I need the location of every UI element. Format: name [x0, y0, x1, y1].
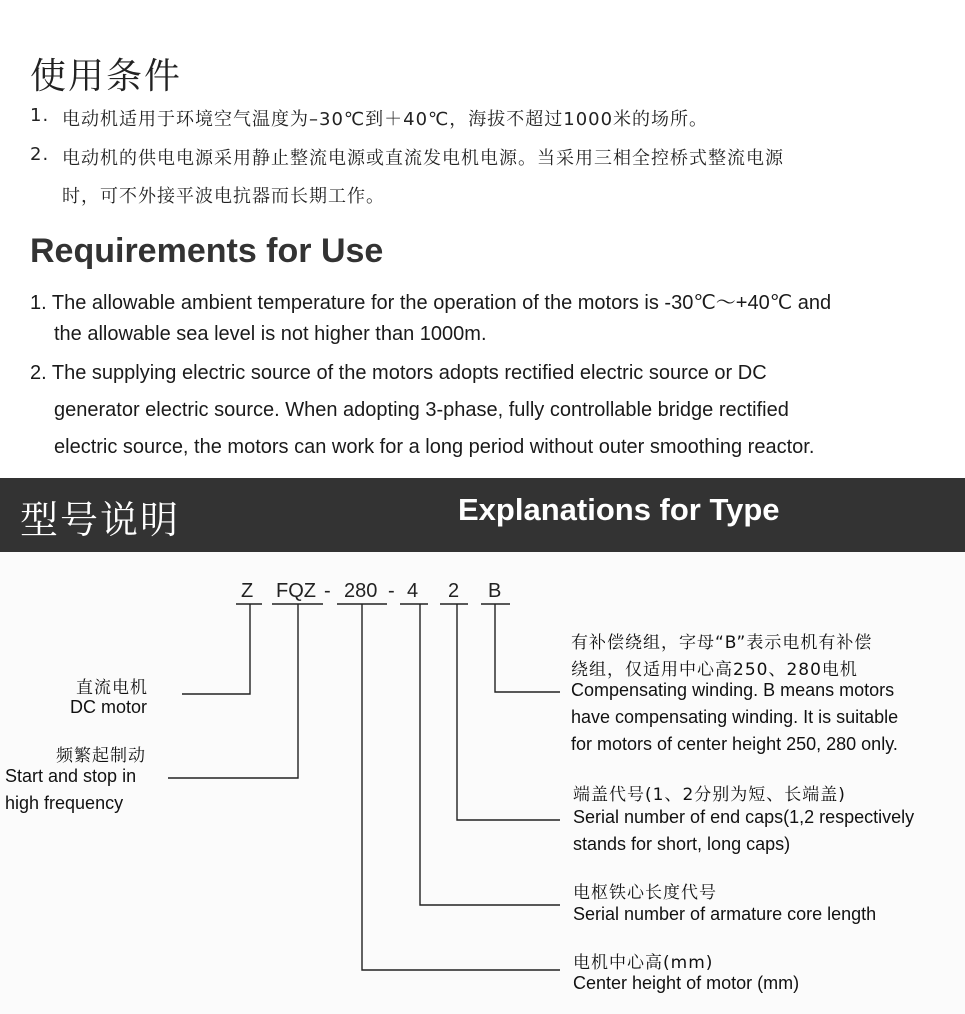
cn-item-2-number: 2. [30, 144, 50, 165]
code-z: Z [241, 580, 254, 602]
en-item-1-line-2: the allowable sea level is not higher than 1000m. [54, 323, 487, 345]
caps-label-en-2: stands for short, long caps) [573, 834, 791, 854]
dc-motor-label-en: DC motor [70, 697, 148, 717]
comp-label-en-1: Compensating winding. B means motors [571, 680, 895, 700]
freq-label-en-1: Start and stop in [5, 766, 137, 786]
banner-title-cn: 型号说明 [20, 498, 181, 542]
code-compensating: B [488, 580, 502, 602]
cn-item-1: 电动机适用于环境空气温度为–30℃到＋40℃，海拔不超过1000米的场所。 [62, 109, 709, 130]
code-core-length: 4 [407, 580, 419, 602]
banner-title-en: Explanations for Type [458, 492, 780, 527]
cn-section-title: 使用条件 [30, 56, 183, 97]
freq-label-en-2: high frequency [5, 793, 124, 813]
code-center-height: 280 [344, 580, 378, 602]
caps-label-en-1: Serial number of end caps(1,2 respectively [573, 807, 915, 827]
comp-label-en-2: have compensating winding. It is suitable [571, 707, 899, 727]
core-label-cn: 电枢铁心长度代号 [573, 883, 717, 903]
code-end-caps: 2 [448, 580, 460, 602]
code-fqz: FQZ [276, 580, 316, 602]
en-item-2-line-1: 2. The supplying electric source of the motors adopts rectified electric source or DC [30, 362, 767, 384]
dc-motor-label-cn: 直流电机 [76, 678, 148, 698]
cn-item-2-line-1: 电动机的供电电源采用静止整流电源或直流发电机电源。当采用三相全控桥式整流电源 [62, 148, 784, 169]
freq-label-cn: 频繁起制动 [56, 746, 146, 766]
en-section-title: Requirements for Use [30, 232, 384, 270]
cn-item-1-number: 1. [30, 105, 50, 126]
caps-label-cn: 端盖代号(1、2分别为短、长端盖) [573, 785, 846, 805]
comp-label-cn-1: 有补偿绕组，字母“B”表示电机有补偿 [571, 633, 873, 653]
height-label-en: Center height of motor (mm) [573, 973, 800, 993]
height-label-cn: 电机中心高(mm) [573, 953, 714, 973]
en-item-2-line-3: electric source, the motors can work for a long period without outer smoothing reactor. [54, 436, 815, 458]
en-item-1-line-1: 1. The allowable ambient temperature for the operation of the motors is -30℃～+40℃ and [30, 292, 832, 314]
code-dash-2: - [388, 580, 395, 602]
core-label-en: Serial number of armature core length [573, 904, 877, 924]
en-item-2-line-2: generator electric source. When adopting 3-phase, fully controllable bridge rectified [54, 399, 789, 421]
code-dash-1: - [324, 580, 331, 602]
cn-item-2-line-2: 时，可不外接平波电抗器而长期工作。 [62, 186, 385, 207]
comp-label-cn-2: 绕组，仅适用中心高250、280电机 [571, 660, 858, 680]
comp-label-en-3: for motors of center height 250, 280 only. [571, 734, 898, 754]
